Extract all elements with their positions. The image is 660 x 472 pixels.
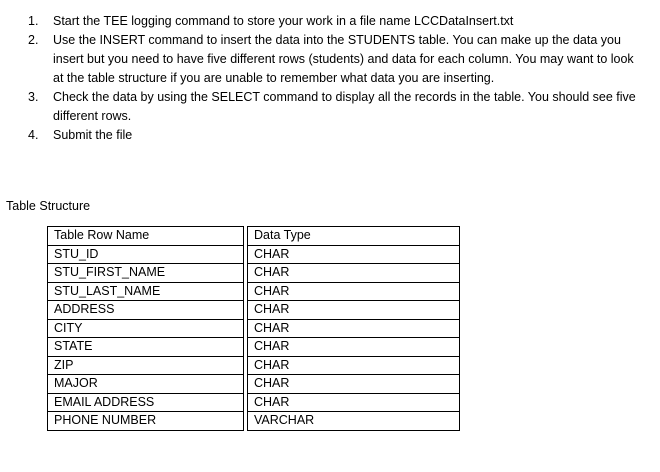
table-row [48,412,460,431]
data-type-cell: VARCHAR [248,412,460,431]
instruction-step [0,88,640,126]
data-type-cell: CHAR [248,319,460,338]
row-name-cell: STU_ID [48,245,244,264]
instruction-step [0,12,640,31]
row-name-cell: CITY [48,319,244,338]
row-name-cell: MAJOR [48,375,244,394]
instruction-list [0,12,640,145]
row-name-cell: STU_FIRST_NAME [48,264,244,283]
column-header-data-type: Data Type [248,227,460,246]
data-type-cell: CHAR [248,264,460,283]
table-row [48,245,460,264]
data-type-cell: CHAR [248,356,460,375]
data-type-cell: CHAR [248,375,460,394]
row-name-cell: ADDRESS [48,301,244,320]
step-number: 1. [28,14,39,28]
table-row [48,319,460,338]
step-number: 4. [28,128,39,142]
row-name-cell: STU_LAST_NAME [48,282,244,301]
section-heading: Table Structure [6,199,91,213]
data-type-cell: CHAR [248,393,460,412]
data-type-cell: CHAR [248,338,460,357]
table-row [48,338,460,357]
step-text: Start the TEE logging command to store your work in a file name LCCDataInsert.txt [53,14,514,28]
row-name-cell: PHONE NUMBER [48,412,244,431]
table-row [48,356,460,375]
data-type-cell: CHAR [248,282,460,301]
table-structure [47,226,460,431]
row-name-cell: ZIP [48,356,244,375]
data-type-cell: CHAR [248,301,460,320]
step-text: Use the INSERT command to insert the data into the STUDENTS table. You can make up the data you insert but you need to have five different rows (students) and data for each column. You may want to look at the table structure if you are unable to remember what data you are inserting. [53,33,634,85]
instruction-step [0,31,640,88]
step-text: Submit the file [53,128,133,142]
table-row [48,375,460,394]
data-type-cell: CHAR [248,245,460,264]
table-row [48,301,460,320]
instruction-step [0,126,640,145]
row-name-cell: STATE [48,338,244,357]
column-header-row-name: Table Row Name [48,227,244,246]
table-row [48,264,460,283]
step-text: Check the data by using the SELECT command to display all the records in the table. You should see five different rows. [53,90,636,123]
step-number: 2. [28,33,39,47]
table-header-row [48,227,460,246]
table-row [48,282,460,301]
step-number: 3. [28,90,39,104]
table-row [48,393,460,412]
row-name-cell: EMAIL ADDRESS [48,393,244,412]
